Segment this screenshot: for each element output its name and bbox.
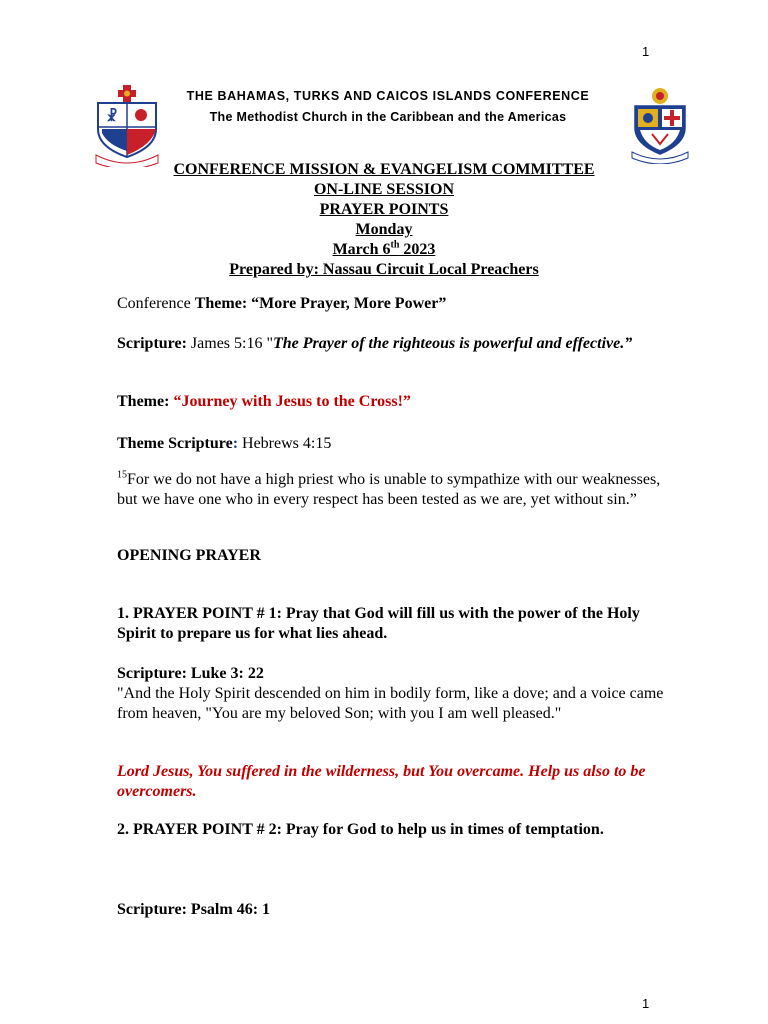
committee-title: CONFERENCE MISSION & EVANGELISM COMMITTEE — [173, 161, 595, 178]
date-heading: March 6th 2023 — [332, 239, 436, 258]
prayer-point-1-prayer: Lord Jesus, You suffered in the wilderness, but You overcame. Help us also to be overcomers. — [117, 763, 646, 800]
theme-scripture: Theme Scripture: Hebrews 4:15 — [117, 435, 332, 452]
opening-prayer-heading: OPENING PRAYER — [117, 547, 261, 564]
day-heading: Monday — [355, 221, 413, 238]
prayer-points-title: PRAYER POINTS — [319, 201, 449, 218]
svg-text:☧: ☧ — [106, 109, 118, 125]
prayer-point-2-heading: 2. PRAYER POINT # 2: Pray for God to help us in times of temptation. — [117, 821, 604, 838]
conference-theme: Conference Theme: “More Prayer, More Power” — [117, 295, 447, 312]
church-name: The Methodist Church in the Caribbean and the Americas — [209, 110, 567, 124]
prayer-point-1-heading: 1. PRAYER POINT # 1: Pray that God will fill us with the power of the Holy Spirit to prepare us for what lies ahead. — [117, 605, 640, 642]
scripture-paragraph: Scripture: James 5:16 "The Prayer of the righteous is powerful and effective.” — [117, 335, 633, 352]
sunburst-icon — [652, 88, 668, 104]
prayer-point-1-scripture-label: Scripture: Luke 3: 22 — [117, 665, 264, 682]
conference-name: THE BAHAMAS, TURKS AND CAICOS ISLANDS CONFERENCE — [186, 89, 590, 103]
prepared-by: Prepared by: Nassau Circuit Local Preachers — [229, 261, 539, 278]
page-number-top: 1 — [642, 44, 650, 59]
prayer-point-2-scripture-label: Scripture: Psalm 46: 1 — [117, 901, 271, 918]
methodist-church-crest-icon — [630, 86, 690, 164]
title-block — [100, 160, 668, 280]
theme-line: Theme: “Journey with Jesus to the Cross!” — [117, 393, 411, 410]
cross-icon — [118, 85, 136, 103]
page-number-bottom: 1 — [642, 996, 650, 1011]
session-title: ON-LINE SESSION — [313, 181, 455, 198]
prayer-point-1-scripture-text: "And the Holy Spirit descended on him in bodily form, like a dove; and a voice came from heaven, "You are my beloved Son; with you I am well pleased." — [117, 685, 664, 722]
methodist-conference-crest-icon — [94, 85, 160, 167]
verse-paragraph: $^{15}$For we do not have a high priest who is unable to sympathize with our weaknesses, but we have one who in every respect has been tested as we are, yet without sin.” — [117, 469, 661, 508]
